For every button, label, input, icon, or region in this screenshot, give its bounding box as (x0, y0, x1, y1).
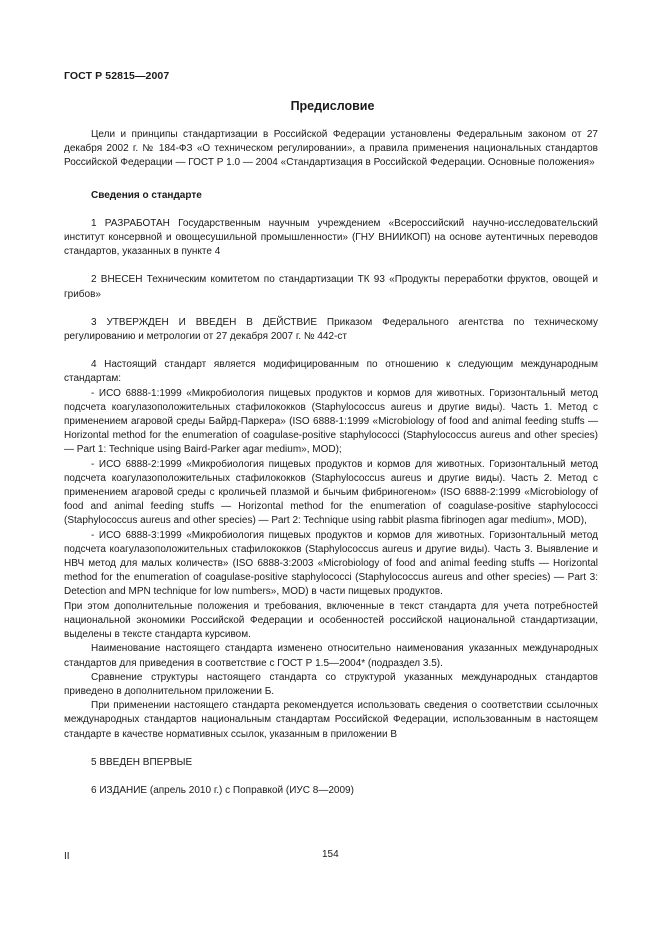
intro-paragraph: Цели и принципы стандартизации в Российской Федерации установлены Федеральным законом от 27 декабря 2002 г. № 184-ФЗ «О техническом регулировании», а правила применения национальных стандартов Российской Федерации — ГОСТ Р 1.0 — 2004 «Стандартизация в Российской Федерации. Основные положения» (64, 129, 598, 169)
item-4-bullet-2: - ИСО 6888-2:1999 «Микробиология пищевых продуктов и кормов для животных. Горизонтальный метод подсчета коагулазоположительных стафилококков (Staphylococcus aureus и другие виды). Часть 2. Метод с применением агаровой среды с кроличьей плазмой и бычьим фибриногеном» (ISO 6888-2:1999 «Microbiology of food and animal feeding stuffs — Horizontal method for the enumeration of coagulase-positive staphylococci (Staphylococcus aureus and other species) — Part 2: Technique using rabbit plasma fibrinogen agar medium», MOD), (64, 458, 598, 527)
item-4-bullet-3: - ИСО 6888-3:1999 «Микробиология пищевых продуктов и кормов для животных. Горизонтальный метод подсчета коагулазоположительных стафилококков (Staphylococcus aureus и другие виды). Часть 3. Выявление и НВЧ метод для малых количеств» (ISO 6888-3:2003 «Microbiology of food and animal feeding stuffs — Horizontal method for the enumeration of coagulase-positive staphylococci (Staphylococcus aureus and other species) — Part 3: Detection and MPN technique for low numbers», MOD) в части пищевых продуктов. (64, 529, 598, 598)
item-4-application-note: При применении настоящего стандарта рекомендуется использовать сведения о соответствии ссылочных международных стандартов национальным стандартам Российской Федерации, использованным в настоящем стандарте в качестве нормативных ссылок, указанным в приложении В (64, 700, 598, 740)
item-4-additional-provisions: При этом дополнительные положения и требования, включенные в текст стандарта для учета потребностей национальной экономики Российской Федерации и особенностей российской национальной стандартизации, выделены в тексте стандарта курсивом. (64, 600, 598, 641)
page-number: 154 (322, 849, 339, 860)
item-4-bullet-1: - ИСО 6888-1:1999 «Микробиология пищевых продуктов и кормов для животных. Горизонтальный метод подсчета коагулазоположительных стафилококков (Staphylococcus aureus и другие виды). Часть 1. Метод с применением агаровой среды Байрд-Паркера» (ISO 6888-1:1999 «Microbiology of food and animal feeding stuffs — Horizontal method for the enumeration of coagulase-positive staphylococci (Staphylococcus aureus and other species) — Part 1: Technique using Baird-Parker agar medium», MOD); (64, 387, 598, 456)
document-body (64, 128, 598, 798)
item-3-paragraph: 3 УТВЕРЖДЕН И ВВЕДЕН В ДЕЙСТВИЕ Приказом Федерального агентства по техническому регулированию и метрологии от 27 декабря 2007 г. № 442-ст (64, 316, 598, 343)
item-4-naming-note: Наименование настоящего стандарта изменено относительно наименования указанных международных стандартов для приведения в соответствие с ГОСТ Р 1.5—2004* (подраздел 3.5). (64, 643, 598, 669)
section-heading: Сведения о стандарте (91, 189, 202, 201)
item-4-comparison-note: Сравнение структуры настоящего стандарта со структурой указанных международных стандартов приведено в дополнительном приложении Б. (64, 671, 598, 697)
document-code-header: ГОСТ Р 52815—2007 (64, 70, 170, 82)
page-title: Предисловие (290, 99, 375, 113)
roman-page-number: II (64, 851, 70, 862)
item-6-paragraph: 6 ИЗДАНИЕ (апрель 2010 г.) с Поправкой (ИУС 8—2009) (91, 784, 354, 796)
item-2-paragraph: 2 ВНЕСЕН Техническим комитетом по стандартизации ТК 93 «Продукты переработки фруктов, овощей и грибов» (64, 274, 598, 300)
item-1-paragraph: 1 РАЗРАБОТАН Государственным научным учреждением «Всероссийский научно-исследовательский институт консервной и овощесушильной промышленности» (ГНУ ВНИИКОП) на основе аутентичных переводов стандартов, указанных в пункте 4 (64, 217, 598, 258)
item-5-paragraph: 5 ВВЕДЕН ВПЕРВЫЕ (91, 756, 193, 768)
item-4-intro-paragraph: 4 Настоящий стандарт является модифицированным по отношению к следующим международным стандартам: (64, 359, 598, 385)
